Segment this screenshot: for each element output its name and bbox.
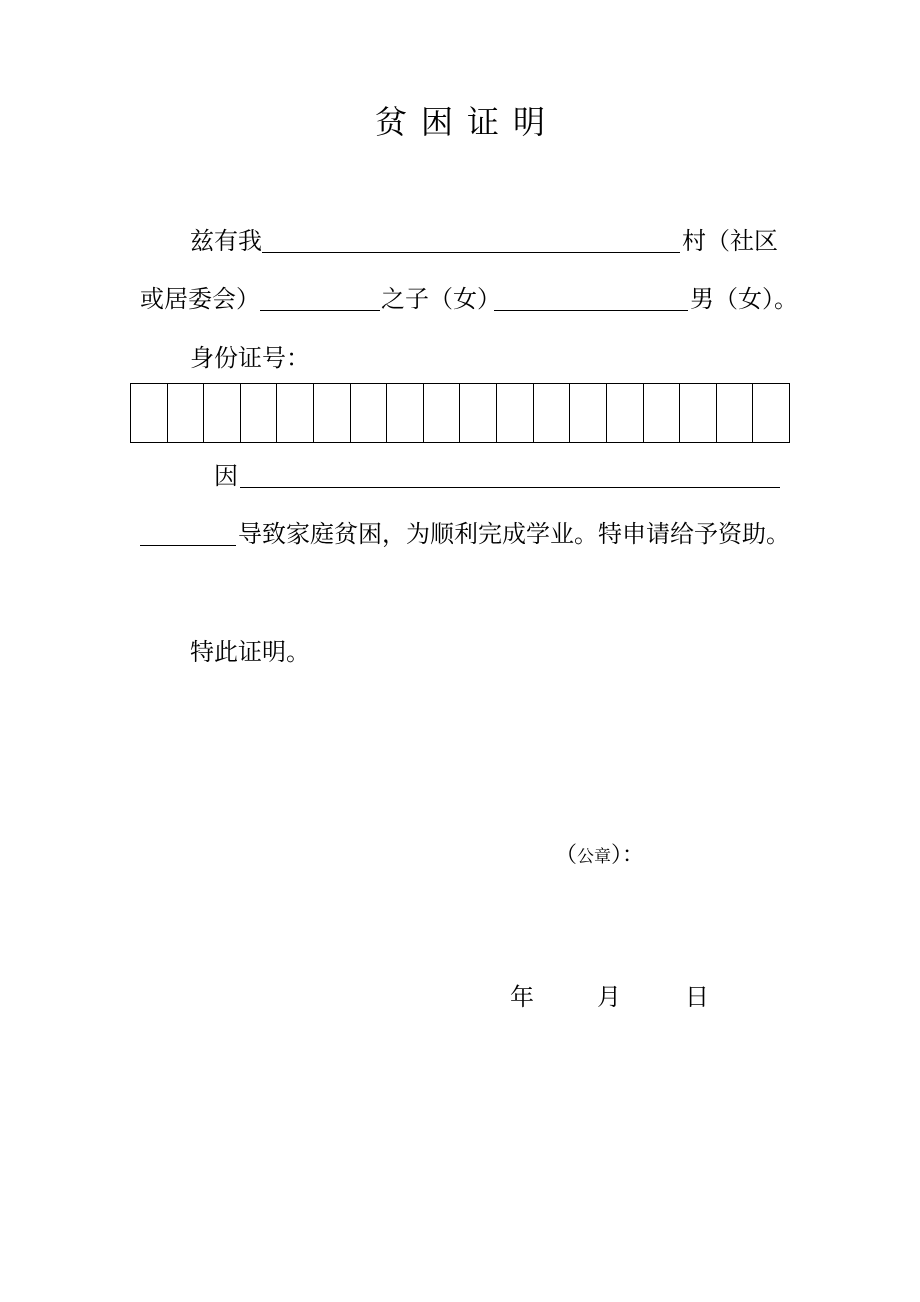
reason-blank-line1[interactable]	[240, 487, 780, 488]
id-digit-box[interactable]	[314, 384, 351, 442]
seal-close-paren: ）：	[611, 843, 645, 868]
line2-middle: 之子（女）	[381, 285, 501, 313]
id-number-label: 身份证号：	[190, 344, 310, 372]
id-digit-box[interactable]	[497, 384, 534, 442]
id-digit-box[interactable]	[131, 384, 168, 442]
id-digit-box[interactable]	[387, 384, 424, 442]
document-title: 贫困证明	[374, 103, 559, 141]
id-digit-box[interactable]	[424, 384, 461, 442]
seal-open-paren: （	[555, 843, 578, 868]
line1-suffix: 村（社区	[682, 227, 778, 255]
date-month: 月	[597, 983, 621, 1011]
closing-text: 特此证明。	[190, 638, 310, 666]
seal-text: 公章	[577, 847, 612, 867]
date-year: 年	[510, 983, 534, 1011]
id-number-grid	[130, 383, 790, 443]
reason-blank-line2[interactable]	[140, 545, 236, 546]
id-digit-box[interactable]	[460, 384, 497, 442]
parent-name-blank[interactable]	[260, 310, 380, 311]
id-digit-box[interactable]	[204, 384, 241, 442]
id-digit-box[interactable]	[717, 384, 754, 442]
id-digit-box[interactable]	[351, 384, 388, 442]
reason-prefix: 因	[214, 462, 238, 490]
date-day: 日	[685, 983, 709, 1011]
id-digit-box[interactable]	[168, 384, 205, 442]
id-digit-box[interactable]	[680, 384, 717, 442]
id-digit-box[interactable]	[753, 384, 789, 442]
reason-suffix: 导致家庭贫困，为顺利完成学业。特申请给予资助。	[238, 520, 790, 548]
id-digit-box[interactable]	[644, 384, 681, 442]
id-digit-box[interactable]	[241, 384, 278, 442]
village-name-blank[interactable]	[262, 252, 680, 253]
id-digit-box[interactable]	[570, 384, 607, 442]
line1-prefix: 兹有我	[190, 227, 262, 255]
id-digit-box[interactable]	[534, 384, 571, 442]
id-digit-box[interactable]	[607, 384, 644, 442]
student-name-blank[interactable]	[494, 310, 688, 311]
line2-prefix: 或居委会）	[140, 285, 260, 313]
id-digit-box[interactable]	[277, 384, 314, 442]
line2-suffix: 男（女）。	[690, 285, 798, 313]
official-seal-label	[555, 842, 644, 871]
